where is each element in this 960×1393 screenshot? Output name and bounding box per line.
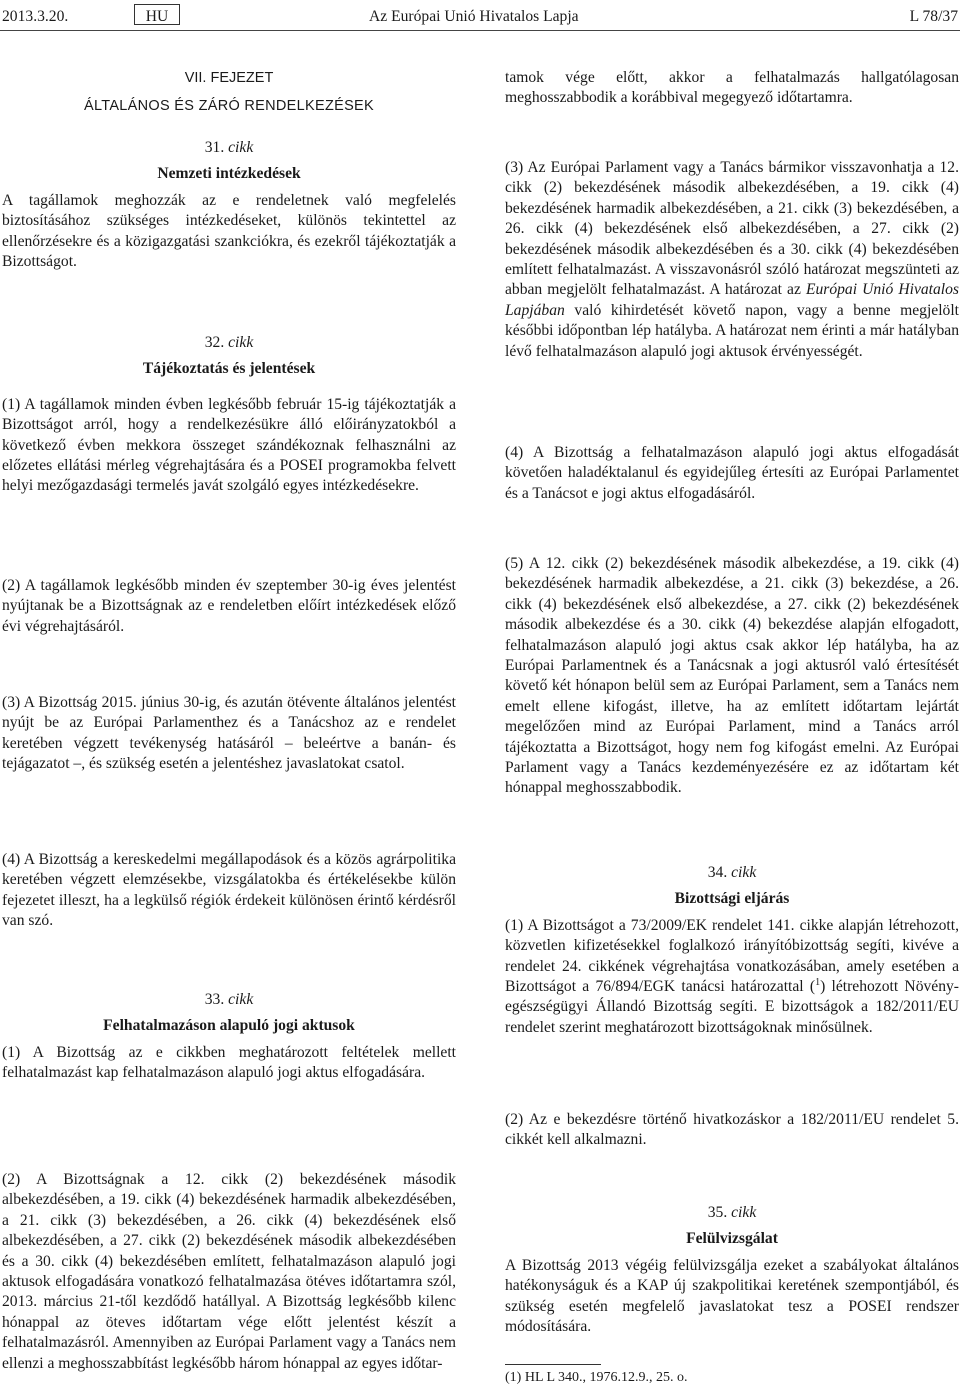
article-31-text: A tagállamok meghozzák az e rendeletnek való megfelelés biztosításához szükséges intézkedéseket, különös tekintettel az ellenőrzésekre és a közigazgatási szankciókra, és ezekről tájékoztatják a Bizottságot. — [2, 191, 456, 271]
article-word: cikk — [228, 334, 254, 351]
article-33-para-5: (5) A 12. cikk (2) bekezdésének második albekezdése, a 19. cikk (4) bekezdésének harmadik albekezdése, a 21. cikk (3) bekezdése, a 26. cikk (4) bekezdésének első albekezdése, a 27. cikk (2) bekezdésének második albekezdése és a 30. cikk (4) bekezdése alapján elfogadott, felhatalmazáson alapuló jogi aktus csak akkor lép hatályba, ha az Európai Parlamentnek és a Tanácsnak a jogi aktusról való értesítését követő két hónapon belül sem az Európai Parlament, sem a Tanács nem emelt ellene kifogást, illetve, ha az említett időtartam lejártát megelőzően mind az Európai Parlament, mind a Tanács arról tájékoztatta a Bizottságot, hogy nem fog kifogást emelni. Az Európai Parlament vagy a Tanács kezdeményezésére ez az időtartam két hónappal meghosszabbodik. — [505, 555, 959, 797]
article-32-number — [2, 333, 456, 353]
chapter-title: ÁLTALÁNOS ÉS ZÁRÓ RENDELKEZÉSEK — [84, 98, 374, 115]
article-33-title: Felhatalmazáson alapuló jogi aktusok — [103, 1017, 355, 1035]
article-32-para-4: (4) A Bizottság a kereskedelmi megállapodások és a közös agrárpolitika keretében végzett elemzésekbe, vizsgálatokba és értékelésekbe külön fejezetet illeszt, ha a legkülső régiók érdekeit különösen érintő kérdésről van szó. — [2, 851, 456, 930]
article-word: cikk — [731, 864, 757, 881]
article-32 — [2, 333, 456, 497]
para-3-text-b: való kihirdetését követő napon, vagy a benne megjelölt későbbi időpontban lép hatályba. A határozat nem érinti a már hatályban lévő felhatalmazáson alapuló jogi aktusok érvényességét. — [505, 301, 959, 360]
article-number: 31. — [204, 139, 225, 156]
publication-title: Az Európai Unió Hivatalos Lapja — [369, 8, 579, 25]
article-34-number — [505, 863, 959, 883]
footnote-text: HL L 340., 1976.12.9., 25. o. — [524, 1370, 688, 1385]
footnote — [505, 1369, 688, 1387]
article-32-para-2: (2) A tagállamok legkésőbb minden év szeptember 30-ig éves jelentést nyújtanak be a Bizottságnak az e rendeletben előírt intézkedések előző évi végrehajtásáról. — [2, 577, 456, 635]
article-number: 32. — [204, 334, 225, 351]
official-journal-name: Európai Unió Hivatalos Lapjában — [505, 281, 959, 319]
article-word: cikk — [731, 1204, 757, 1221]
article-34 — [505, 863, 959, 1038]
footnote-mark: (1) — [505, 1370, 522, 1385]
article-31-number — [2, 138, 456, 158]
article-33 — [2, 990, 456, 1084]
article-32-title: Tájékoztatás és jelentések — [142, 360, 316, 378]
article-33-para-2: (2) A Bizottságnak a 12. cikk (2) bekezdésének második albekezdésében, a 19. cikk (4) bekezdésének harmadik albekezdésében, a 21. cikk (3) bekezdésében, a 26. cikk (4) bekezdésének első albekezdésében, a 27. cikk (2) bekezdésének második albekezdésében és a 30. cikk (4) bekezdésében említett, felhatalmazáson alapuló jogi aktusok elfogadására vonatkozó felhatalmazása ötéves időtartamra szól, 2013. március 21-től kezdődő hatállyal. A Bizottság legkésőbb kilenc hónappal az öteves időtartam vége előtt jelentést készít a felhatalmazásról. Amennyiben az Európai Parlament vagy a Tanács nem ellenzi a meghosszabbítást legkésőbb három hónappal az egyes időtar- — [2, 1171, 456, 1372]
article-33-para-3 — [505, 158, 959, 362]
para-3-text-a: (3) Az Európai Parlament vagy a Tanács bármikor visszavonhatja a 12. cikk (2) bekezdésének második albekezdésében, a 19. cikk (4) bekezdésének harmadik albekezdésében, a 21. cikk (3) bekezdésében, a 26. cikk (4) bekezdésének első albekezdésében, a 27. cikk (2) bekezdésének második albekezdésében és a 30. cikk (4) bekezdésében említett felhatalmazást. A visszavonásról szóló határozat megszünteti az abban megjelölt felhatalmazást. A határozat az — [505, 159, 959, 299]
article-34-para-2: (2) Az e bekezdésre történő hivatkozáskor a 182/2011/EU rendelet 5. cikkét kell alkalmazni. — [505, 1111, 959, 1149]
publication-date: 2013.3.20. — [2, 8, 69, 25]
article-35-title: Felülvizsgálat — [686, 1230, 778, 1248]
chapter-number: VII. FEJEZET — [184, 70, 274, 86]
para-1-text-a: (1) A Bizottságot a 73/2009/EK rendelet 141. cikke alapján létrehozott, közvetlen kifizetésekkel foglalkozó irányítóbizottság segíti, kivéve a rendelet 24. cikkének végrehajtása vonatkozásában, amely esetében a Bizottságot a 76/894/EGK tanácsi határozattal ( — [505, 916, 959, 996]
article-32-para-3: (3) A Bizottság 2015. június 30-ig, és azután ötévente általános jelentést nyújt be az Európai Parlamenthez és a Tanácshoz az e rendelet keretében végzett tevékenység hatásáról – beleértve a banán- és tejágazatot –, és szükség esetén a jelentéshez javaslatokat csatol. — [2, 694, 456, 773]
article-number: 34. — [707, 864, 728, 881]
article-32-para-1: (1) A tagállamok minden évben legkésőbb február 15-ig tájékoztatják a Bizottságot arról, hogy a rendelkezésükre álló előirányzatokból a következő évben mekkora összeget szándékoznak felhasználni az előzetes ellátási mérleg végrehajtására és a POSEI programokba felvett helyi mezőgazdasági termelés javát szolgáló egyes intézkedésekre. — [2, 395, 456, 495]
article-33-para-2-continued: tamok vége előtt, akkor a felhatalmazás hallgatólagosan meghosszabbodik a korábbival megegyező időtartamra. — [505, 69, 959, 107]
language-badge: HU — [134, 4, 180, 25]
footnote-reference[interactable]: 1 — [815, 976, 821, 988]
article-33-number — [2, 990, 456, 1010]
footnote-divider — [505, 1364, 601, 1365]
article-number: 35. — [707, 1204, 728, 1221]
article-31 — [2, 138, 456, 272]
article-34-para-1 — [505, 916, 959, 1038]
page-header — [0, 4, 960, 26]
article-35-text: A Bizottság 2013 végéig felülvizsgálja ezeket a szabályokat általános hatékonyságuk és a KAP új szakpolitikai keretének szempontjából, és szükség esetén megfelelő javaslatokat tesz a POSEI rendszer módosítására. — [505, 1256, 959, 1336]
article-word: cikk — [228, 139, 254, 156]
para-1-text-b: ) létrehozott Növény-egészségügyi Állandó Bizottság segíti. E bizottságok a 182/2011/EU rendelet szerint meghatározott bizottságoknak minősülnek. — [505, 978, 959, 1036]
article-33-para-1: (1) A Bizottság az e cikkben meghatározott feltételek mellett felhatalmazást kap felhatalmazáson alapuló jogi aktus elfogadására. — [2, 1043, 456, 1082]
header-divider — [0, 30, 960, 31]
article-31-title: Nemzeti intézkedések — [157, 165, 301, 183]
page-number: L 78/37 — [909, 8, 958, 25]
article-word: cikk — [228, 991, 254, 1008]
chapter-heading — [2, 68, 456, 117]
article-34-title: Bizottsági eljárás — [674, 890, 790, 908]
article-number: 33. — [204, 991, 225, 1008]
article-35-number — [505, 1203, 959, 1223]
article-33-para-4: (4) A Bizottság a felhatalmazáson alapuló jogi aktus elfogadását követően haladéktalanul és egyidejűleg értesíti az Európai Parlamentet és a Tanácsot e jogi aktus elfogadásáról. — [505, 444, 959, 502]
article-35 — [505, 1203, 959, 1337]
